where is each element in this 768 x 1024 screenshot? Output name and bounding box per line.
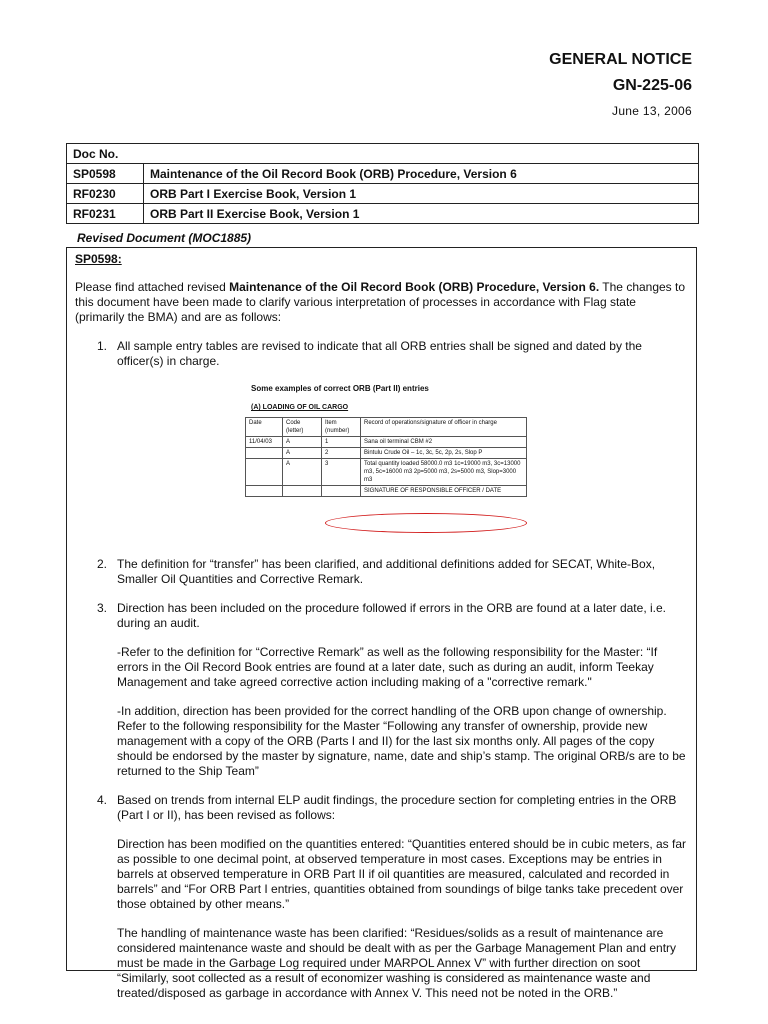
doc-table-header-row: [67, 144, 699, 164]
item-text: Based on trends from internal ELP audit findings, the procedure section for completing entries in the ORB (Part I or II), has been revised as follows:: [117, 793, 677, 822]
list-item: [75, 793, 688, 1001]
table-cell: [246, 486, 283, 497]
notice-header: [549, 50, 692, 118]
item-subparagraph: Direction has been modified on the quantities entered: “Quantities entered should be in cubic meters, as far as possible to one decimal point, at observed temperature in most cases. Exceptions may be entries in barrels at observed temperature in ORB Part II if oil quantities are measured, calculated and recorded in barrels” and “For ORB Part I entries, quantities obtained from soundings of bilge tanks take precedent over those obtained by other means.”: [117, 837, 686, 911]
notice-date: June 13, 2006: [612, 104, 692, 118]
table-row: [67, 164, 699, 184]
figure-title: Some examples of correct ORB (Part II) entries: [251, 384, 429, 393]
doc-title: ORB Part II Exercise Book, Version 1: [144, 204, 699, 224]
doc-title: ORB Part I Exercise Book, Version 1: [144, 184, 699, 204]
table-cell: 11/04/03: [246, 437, 283, 448]
table-row: [246, 486, 527, 497]
table-row: [67, 184, 699, 204]
item-number: 1.: [97, 339, 108, 353]
intro-bold-text: Maintenance of the Oil Record Book (ORB) Procedure, Version 6.: [229, 280, 600, 294]
list-item: [75, 339, 688, 541]
intro-text-b: The changes to this document have been made to clarify various interpretation of processes in accordance with Flag state (primarily the BMA) and are as follows:: [75, 280, 686, 324]
table-cell: 3: [322, 459, 361, 486]
item-subparagraph: -Refer to the definition for “Corrective Remark” as well as the following responsibility for the Master: “If errors in the Oil Record Book entries are found at a later date, such as during an audit, inform Teekay Management and take agreed corrective action including making of a "corrective remark.": [117, 645, 658, 689]
notice-number: GN-225-06: [612, 77, 692, 94]
item-number: 2.: [97, 557, 108, 571]
doc-title: Maintenance of the Oil Record Book (ORB) Procedure, Version 6: [144, 164, 699, 184]
list-item: [75, 557, 688, 587]
item-number: 3.: [97, 601, 108, 615]
table-row: [246, 437, 527, 448]
intro-paragraph: [75, 280, 688, 325]
item-subparagraph: -In addition, direction has been provided for the correct handling of the ORB upon change of ownership. Refer to the following responsibility for the Master “Following any transfer of ownership, provide new management with a copy of the ORB (Parts I and II) for the last six months only. All pages of the copy should be endorsed by the master by signature, name, date and ship’s stamp. The original ORB/s are to be returned to the Ship Team”: [117, 704, 686, 778]
table-cell: [322, 486, 361, 497]
item-text: All sample entry tables are revised to indicate that all ORB entries shall be signed and dated by the officer(s) in charge.: [117, 339, 642, 368]
revised-document-label: Revised Document (MOC1885): [77, 231, 252, 245]
table-header-cell: Code (letter): [283, 418, 322, 437]
doc-code: SP0598: [67, 164, 144, 184]
table-row: [246, 418, 527, 437]
item-subparagraph: The handling of maintenance waste has been clarified: “Residues/solids as a result of maintenance are considered maintenance waste and should be dealt with as per the Garbage Management Plan and entry must be made in the Garbage Log required under MARPOL Annex V” with further direction on soot “Similarly, soot collected as a result of economizer washing is considered as maintenance waste and treated/disposed as garbage in accordance with Annex V. This need not be noted in the ORB.”: [117, 926, 677, 1000]
content-box: [66, 247, 697, 1000]
item-text: Direction has been included on the procedure followed if errors in the ORB are found at a later date, i.e. during an audit.: [117, 601, 666, 630]
figure-subtitle: (A) LOADING OF OIL CARGO: [251, 404, 349, 411]
signature-highlight-ring: [325, 513, 527, 533]
signature-cell: SIGNATURE OF RESPONSIBLE OFFICER / DATE: [361, 486, 527, 497]
table-cell: Total quantity loaded 58000.0 m3 1c=19000 m3, 3c=13000 m3, 5c=16000 m3 2p=5000 m3, 2s=5000 m3, Slop=3000 m3: [361, 459, 527, 486]
item-number: 4.: [97, 793, 108, 807]
section-title: SP0598:: [75, 252, 122, 266]
table-cell: A: [283, 459, 322, 486]
table-cell: Bintulu Crude Oil – 1c, 3c, 5c, 2p, 2s, Slop P: [361, 448, 527, 459]
table-row: [246, 448, 527, 459]
table-cell: 1: [322, 437, 361, 448]
table-cell: A: [283, 448, 322, 459]
doc-code: RF0231: [67, 204, 144, 224]
item-text: The definition for “transfer” has been clarified, and additional definitions added for SECAT, White-Box, Smaller Oil Quantities and Corrective Remark.: [117, 557, 656, 586]
doc-table: [66, 143, 699, 224]
doc-code: RF0230: [67, 184, 144, 204]
table-cell: [283, 486, 322, 497]
table-row: [67, 204, 699, 224]
table-header-cell: Date: [246, 418, 283, 437]
table-header-cell: Record of operations/signature of officer in charge: [361, 418, 527, 437]
example-figure: [245, 381, 545, 541]
table-cell: 2: [322, 448, 361, 459]
table-row: [246, 459, 527, 486]
doc-table-header: Doc No.: [67, 144, 699, 164]
table-cell: [246, 448, 283, 459]
change-list: [75, 339, 688, 1001]
list-item: [75, 601, 688, 779]
table-cell: [246, 459, 283, 486]
intro-text-a: Please find attached revised: [75, 280, 230, 294]
content-body: [75, 252, 688, 1015]
table-cell: Sana oil terminal CBM #2: [361, 437, 527, 448]
notice-title: GENERAL NOTICE: [549, 51, 692, 68]
table-cell: A: [283, 437, 322, 448]
example-table: [245, 417, 527, 497]
table-header-cell: Item (number): [322, 418, 361, 437]
